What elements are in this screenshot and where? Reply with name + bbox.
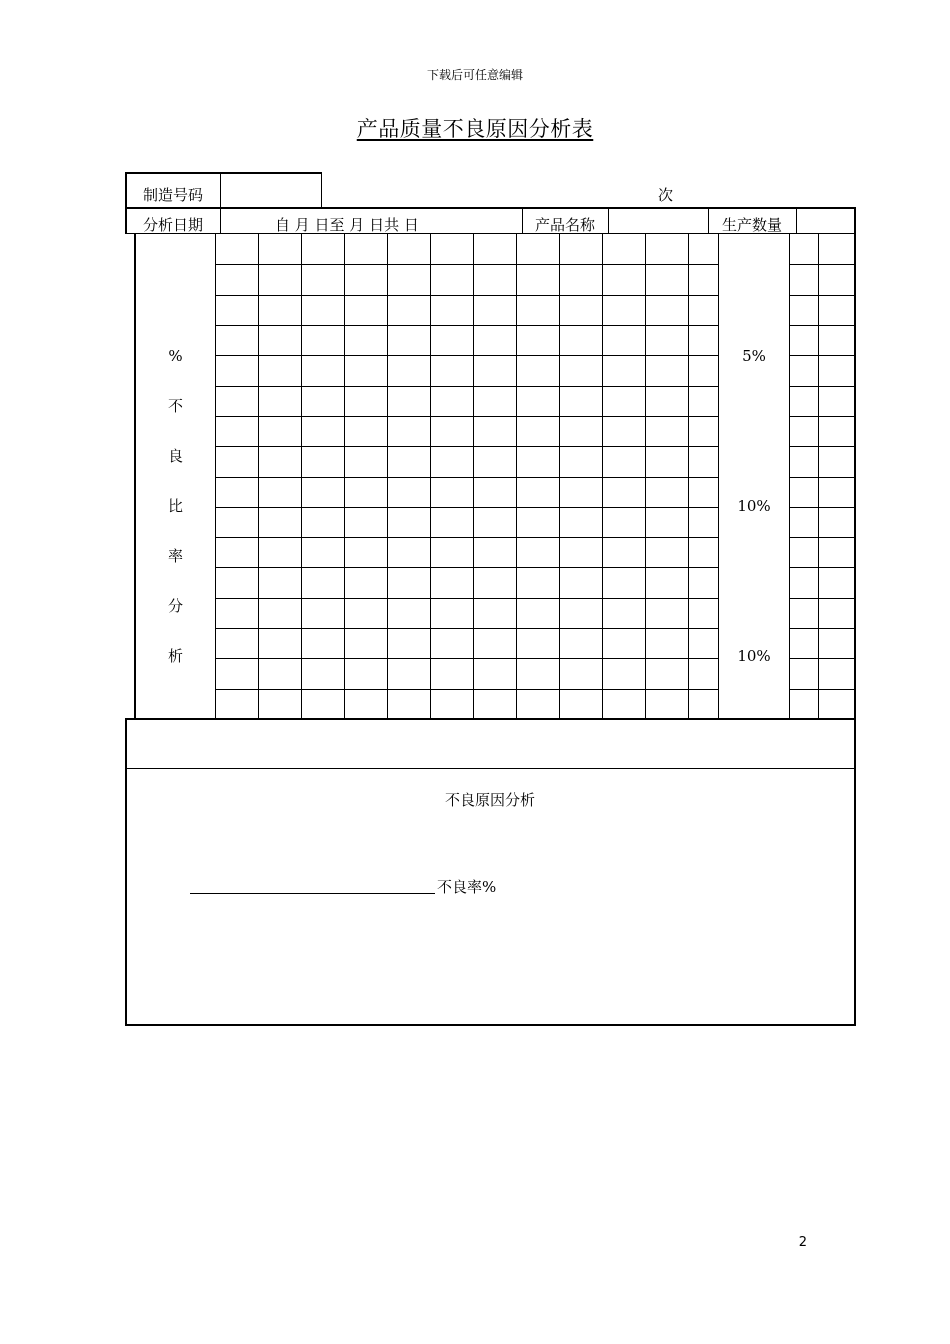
grid-row-line: [789, 386, 854, 387]
grid-row-line: [215, 507, 718, 508]
grid-row-line: [789, 477, 854, 478]
grid-row-line: [215, 386, 718, 387]
page-title-text: 产品质量不良原因分析表: [356, 117, 594, 141]
grid-row-line: [789, 264, 854, 265]
production-qty-label: 生产数量: [721, 216, 782, 234]
axis-label-char: 良: [167, 447, 183, 465]
header-right-border: [854, 207, 856, 234]
grid-row-line: [215, 567, 718, 568]
page-title: [0, 113, 950, 143]
grid-right-border: [854, 234, 856, 719]
grid-row-line: [215, 416, 718, 417]
scale-label: 5%: [742, 347, 766, 365]
header-note: 下载后可任意编辑: [426, 68, 523, 82]
grid-row-line: [215, 325, 718, 326]
grid-row-line: [789, 537, 854, 538]
defect-rate-label: 不良率%: [437, 878, 497, 896]
product-name-label: 产品名称: [534, 216, 595, 234]
notes-field[interactable]: [127, 720, 854, 768]
grid-row-line: [215, 446, 718, 447]
scale-label: 10%: [737, 497, 771, 515]
grid-row-line: [789, 295, 854, 296]
page-number: 2: [798, 1235, 807, 1250]
axis-label-char: 比: [167, 497, 183, 515]
grid-row-line: [789, 628, 854, 629]
section-bottom-border: [125, 1024, 856, 1026]
grid-row-line: [215, 598, 718, 599]
header-divider: [321, 172, 322, 208]
grid-row-line: [215, 264, 718, 265]
grid-row-line: [789, 658, 854, 659]
analysis-date-label: 分析日期: [142, 216, 203, 234]
manufacture-no-field[interactable]: [222, 174, 320, 207]
section-right-border: [854, 718, 856, 1026]
grid-row-line: [215, 658, 718, 659]
axis-label-char: 率: [167, 547, 183, 565]
scale-label: 10%: [737, 647, 771, 665]
production-qty-field[interactable]: [797, 209, 853, 233]
grid-row-line: [215, 295, 718, 296]
date-range-text: 自 月 日至 月 日共 日: [275, 216, 419, 234]
grid-row-line: [789, 446, 854, 447]
axis-label-char: 不: [167, 397, 183, 415]
grid-row-line: [215, 355, 718, 356]
grid-row-line: [789, 689, 854, 690]
grid-row-line: [215, 689, 718, 690]
grid-row-line: [789, 598, 854, 599]
rate-blank-line[interactable]: [190, 893, 435, 894]
grid-row-line: [215, 537, 718, 538]
grid-row-line: [215, 477, 718, 478]
axis-label-char: 分: [167, 597, 183, 615]
axis-label-char: 析: [167, 647, 183, 665]
grid-row-line: [789, 325, 854, 326]
row1-bottom-border: [125, 207, 855, 209]
product-name-field[interactable]: [609, 209, 707, 233]
analysis-heading: 不良原因分析: [444, 791, 535, 809]
axis-label-char: %: [168, 347, 183, 365]
manufacture-no-label: 制造号码: [142, 186, 203, 204]
grid-row-line: [789, 355, 854, 356]
grid-row-line: [789, 567, 854, 568]
grid-row-line: [789, 507, 854, 508]
times-label: 次: [658, 186, 674, 204]
grid-row-line: [215, 628, 718, 629]
grid-row-line: [789, 416, 854, 417]
section-divider: [125, 768, 856, 769]
